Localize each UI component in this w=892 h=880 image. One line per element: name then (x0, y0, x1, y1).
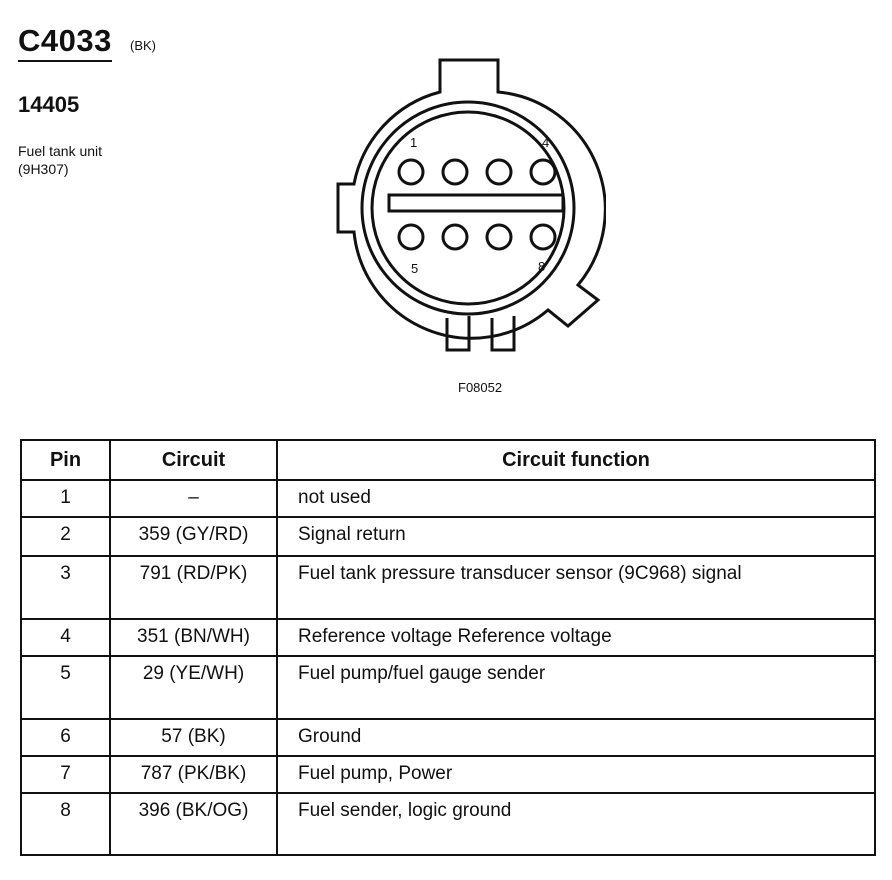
function-cell: Reference voltage Reference voltage (277, 619, 875, 656)
circuit-cell: 787 (PK/BK) (110, 756, 277, 793)
function-cell: Ground (277, 719, 875, 756)
pin-5 (399, 225, 423, 249)
circuit-cell: 359 (GY/RD) (110, 517, 277, 556)
table-row (21, 619, 875, 656)
pin-cell: 3 (21, 556, 110, 619)
function-cell: Fuel pump, Power (277, 756, 875, 793)
pin-label-5: 5 (411, 261, 419, 276)
circuit-cell: 57 (BK) (110, 719, 277, 756)
connector-color: (BK) (130, 38, 156, 53)
pin-cell: 7 (21, 756, 110, 793)
function-cell: Fuel pump/fuel gauge sender (277, 656, 875, 719)
table-row (21, 556, 875, 619)
pin-1 (399, 160, 423, 184)
function-cell: not used (277, 480, 875, 517)
table-row (21, 793, 875, 855)
pin-cell: 4 (21, 619, 110, 656)
circuit-cell: 29 (YE/WH) (110, 656, 277, 719)
center-divider-bar (389, 195, 563, 211)
table-row (21, 719, 875, 756)
pin-label-8: 8 (538, 259, 546, 274)
connector-id: C4033 (18, 24, 112, 62)
pin-label-1: 1 (410, 135, 418, 150)
component-name (18, 142, 102, 178)
pin-4 (531, 160, 555, 184)
pin-cell: 5 (21, 656, 110, 719)
component-name-line2: (9H307) (18, 161, 69, 177)
connector-tab-left (447, 316, 469, 350)
pin-6 (443, 225, 467, 249)
connector-inner-ring (362, 102, 574, 314)
figure-code: F08052 (458, 380, 503, 395)
connector-inner-ring-2 (372, 112, 564, 304)
header-circuit: Circuit (110, 440, 277, 480)
circuit-cell: 351 (BN/WH) (110, 619, 277, 656)
pin-7 (487, 225, 511, 249)
part-number: 14405 (18, 92, 80, 117)
pin-cell: 1 (21, 480, 110, 517)
table-row (21, 480, 875, 517)
table-row (21, 756, 875, 793)
function-cell: Fuel sender, logic ground (277, 793, 875, 855)
pin-cell: 2 (21, 517, 110, 556)
table-header-row (21, 440, 875, 480)
component-name-line1: Fuel tank unit (18, 143, 103, 159)
function-cell: Signal return (277, 517, 875, 556)
pin-label-4: 4 (542, 135, 550, 150)
pinout-table (20, 439, 876, 856)
circuit-cell: 791 (RD/PK) (110, 556, 277, 619)
pin-3 (487, 160, 511, 184)
pin-2 (443, 160, 467, 184)
pin-cell: 6 (21, 719, 110, 756)
header-circuit-function: Circuit function (277, 440, 875, 480)
function-cell: Fuel tank pressure transducer sensor (9C968) signal (277, 556, 875, 619)
header-pin: Pin (21, 440, 110, 480)
pin-cell: 8 (21, 793, 110, 855)
pin-8 (531, 225, 555, 249)
connector-face-diagram (326, 52, 606, 358)
table-row (21, 656, 875, 719)
circuit-cell: – (110, 480, 277, 517)
table-row (21, 517, 875, 556)
circuit-cell: 396 (BK/OG) (110, 793, 277, 855)
